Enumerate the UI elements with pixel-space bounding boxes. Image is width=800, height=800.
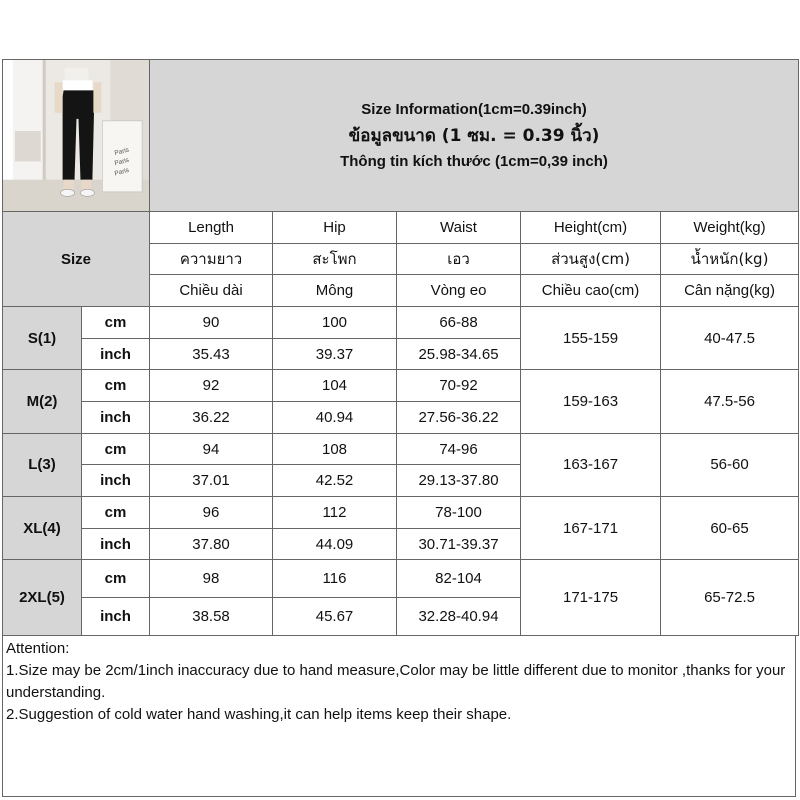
cell-length-cm: 94 — [150, 433, 273, 465]
table-row — [3, 370, 799, 402]
bag-print-text: Paris — [113, 146, 130, 158]
cell-height: 167-171 — [521, 497, 661, 560]
size-label-m: M(2) — [3, 370, 82, 433]
cell-hip-inch: 45.67 — [273, 598, 397, 636]
unit-cm: cm — [82, 307, 150, 339]
cell-waist-inch: 32.28-40.94 — [397, 598, 521, 636]
svg-text:Paris: Paris — [113, 166, 130, 178]
size-label-s: S(1) — [3, 307, 82, 370]
col-height-vi: Chiều cao(cm) — [521, 275, 661, 307]
col-length-th: ความยาว — [150, 243, 273, 275]
cell-waist-inch: 29.13-37.80 — [397, 465, 521, 497]
unit-inch: inch — [82, 528, 150, 560]
cell-hip-cm: 108 — [273, 433, 397, 465]
size-label-xl: XL(4) — [3, 497, 82, 560]
cell-length-inch: 37.01 — [150, 465, 273, 497]
cell-waist-cm: 82-104 — [397, 560, 521, 598]
cell-length-inch: 38.58 — [150, 598, 273, 636]
col-hip-vi: Mông — [273, 275, 397, 307]
cell-length-cm: 90 — [150, 307, 273, 339]
size-label-2xl: 2XL(5) — [3, 560, 82, 636]
product-photo — [3, 60, 150, 212]
col-hip-th: สะโพก — [273, 243, 397, 275]
cell-waist-inch: 27.56-36.22 — [397, 402, 521, 434]
title-english: Size Information(1cm=0.39inch) — [361, 100, 587, 118]
cell-waist-inch: 30.71-39.37 — [397, 528, 521, 560]
size-header: Size — [3, 212, 150, 307]
cell-hip-inch: 44.09 — [273, 528, 397, 560]
attention-heading: Attention: — [6, 640, 70, 657]
unit-inch: inch — [82, 338, 150, 370]
cell-weight: 65-72.5 — [661, 560, 799, 636]
cell-hip-cm: 100 — [273, 307, 397, 339]
cell-weight: 56-60 — [661, 433, 799, 496]
unit-inch: inch — [82, 402, 150, 434]
cell-hip-cm: 116 — [273, 560, 397, 598]
cell-weight: 47.5-56 — [661, 370, 799, 433]
table-row — [3, 497, 799, 529]
cell-waist-cm: 70-92 — [397, 370, 521, 402]
unit-cm: cm — [82, 560, 150, 598]
unit-inch: inch — [82, 465, 150, 497]
col-height-en: Height(cm) — [521, 212, 661, 244]
unit-cm: cm — [82, 370, 150, 402]
cell-waist-cm: 74-96 — [397, 433, 521, 465]
col-length-en: Length — [150, 212, 273, 244]
cell-height: 163-167 — [521, 433, 661, 496]
cell-length-cm: 96 — [150, 497, 273, 529]
unit-cm: cm — [82, 433, 150, 465]
cell-length-cm: 92 — [150, 370, 273, 402]
table-row — [3, 560, 799, 598]
col-height-th: ส่วนสูง(cm) — [521, 243, 661, 275]
cell-height: 159-163 — [521, 370, 661, 433]
cell-waist-cm: 66-88 — [397, 307, 521, 339]
title-vietnamese: Thông tin kích thước (1cm=0,39 inch) — [340, 152, 608, 170]
cell-length-inch: 37.80 — [150, 528, 273, 560]
cell-hip-cm: 112 — [273, 497, 397, 529]
cell-length-inch: 36.22 — [150, 402, 273, 434]
cell-length-inch: 35.43 — [150, 338, 273, 370]
col-weight-vi: Cân nặng(kg) — [661, 275, 799, 307]
size-chart-table — [2, 59, 799, 636]
cell-hip-cm: 104 — [273, 370, 397, 402]
cell-hip-inch: 39.37 — [273, 338, 397, 370]
size-label-l: L(3) — [3, 433, 82, 496]
col-length-vi: Chiều dài — [150, 275, 273, 307]
col-weight-en: Weight(kg) — [661, 212, 799, 244]
size-info-title — [150, 60, 799, 212]
unit-cm: cm — [82, 497, 150, 529]
unit-inch: inch — [82, 598, 150, 636]
table-row — [3, 433, 799, 465]
model-photo-image — [3, 60, 149, 211]
col-waist-th: เอว — [397, 243, 521, 275]
cell-waist-inch: 25.98-34.65 — [397, 338, 521, 370]
col-hip-en: Hip — [273, 212, 397, 244]
attention-notes — [2, 636, 796, 797]
col-waist-vi: Vòng eo — [397, 275, 521, 307]
cell-weight: 60-65 — [661, 497, 799, 560]
table-row — [3, 307, 799, 339]
cell-hip-inch: 42.52 — [273, 465, 397, 497]
attention-note-2: 2.Suggestion of cold water hand washing,it can help items keep their shape. — [6, 706, 512, 723]
cell-weight: 40-47.5 — [661, 307, 799, 370]
svg-text:Paris: Paris — [113, 156, 130, 168]
attention-note-1: 1.Size may be 2cm/1inch inaccuracy due to hand measure,Color may be little different due to monitor ,thanks for your understanding. — [6, 662, 786, 701]
cell-hip-inch: 40.94 — [273, 402, 397, 434]
cell-waist-cm: 78-100 — [397, 497, 521, 529]
col-weight-th: น้ำหนัก(kg) — [661, 243, 799, 275]
col-waist-en: Waist — [397, 212, 521, 244]
cell-length-cm: 98 — [150, 560, 273, 598]
cell-height: 155-159 — [521, 307, 661, 370]
cell-height: 171-175 — [521, 560, 661, 636]
title-thai: ข้อมูลขนาด (1 ซม. = 0.39 นิ้ว) — [348, 125, 600, 146]
